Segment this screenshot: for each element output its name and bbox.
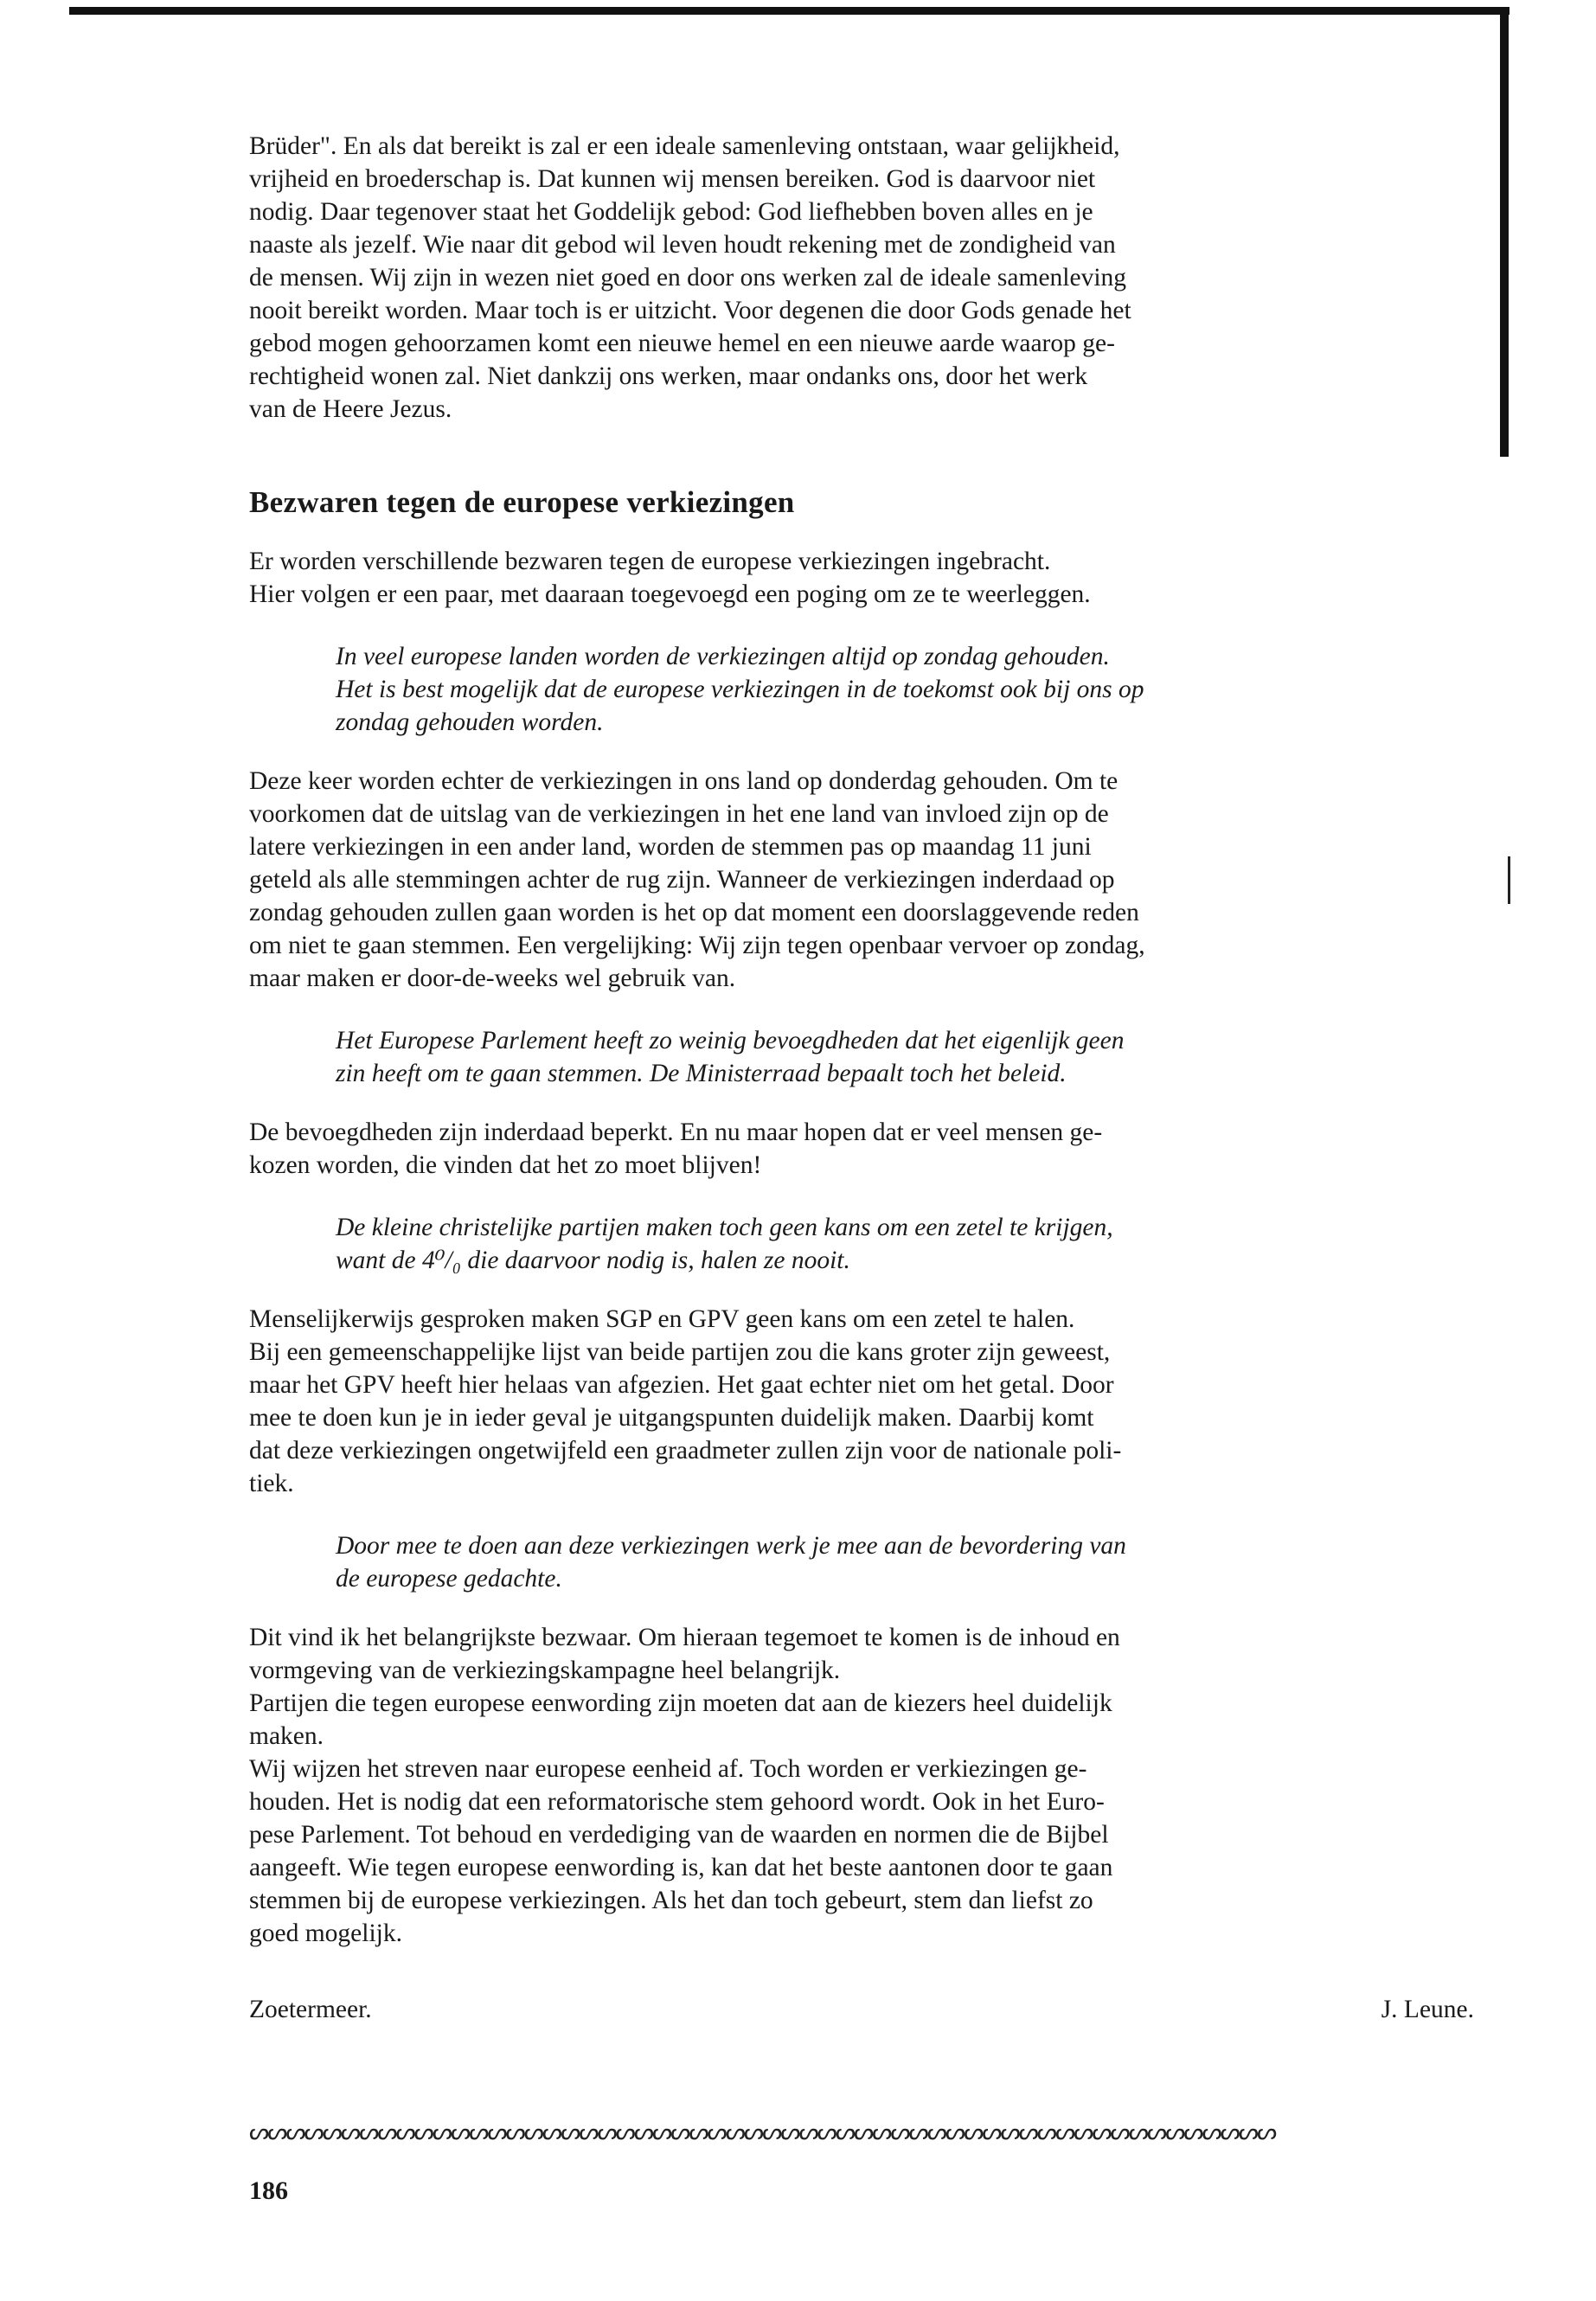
signoff-place: Zoetermeer. bbox=[249, 1996, 372, 2023]
text-line: Deze keer worden echter de verkiezingen in ons land op donderdag gehouden. Om te bbox=[249, 767, 1118, 795]
text-line: goed mogelijk. bbox=[249, 1920, 402, 1947]
objection-quote bbox=[336, 640, 1474, 739]
reply-paragraph bbox=[249, 1621, 1474, 1950]
text-line: rechtigheid wonen zal. Niet dankzij ons werken, maar ondanks ons, door het werk bbox=[249, 362, 1088, 390]
text-line: de europese gedachte. bbox=[336, 1565, 562, 1593]
text-line: aangeeft. Wie tegen europese eenwording is, kan dat het beste aantonen door te gaan bbox=[249, 1854, 1113, 1881]
text-line: naaste als jezelf. Wie naar dit gebod wil leven houdt rekening met de zondigheid van bbox=[249, 231, 1116, 259]
text-line: gebod mogen gehoorzamen komt een nieuwe hemel en een nieuwe aarde waarop ge- bbox=[249, 330, 1115, 357]
reply-paragraph bbox=[249, 1116, 1474, 1182]
reply-paragraph bbox=[249, 1303, 1474, 1500]
text-line: voorkomen dat de uitslag van de verkiezingen in het ene land van invloed zijn op de bbox=[249, 800, 1109, 828]
text-line: nodig. Daar tegenover staat het Goddelijk gebod: God liefhebben boven alles en je bbox=[249, 198, 1093, 226]
text-line: nooit bereikt worden. Maar toch is er uitzicht. Voor degenen die door Gods genade het bbox=[249, 297, 1131, 324]
text-line: om niet te gaan stemmen. Een vergelijking: Wij zijn tegen openbaar vervoer op zondag, bbox=[249, 932, 1145, 959]
text-line: Hier volgen er een paar, met daaraan toegevoegd een poging om ze te weerleggen. bbox=[249, 580, 1091, 608]
text-line: Dit vind ik het belangrijkste bezwaar. Om hieraan tegemoet te komen is de inhoud en bbox=[249, 1624, 1120, 1651]
section-heading: Bezwaren tegen de europese verkiezingen bbox=[249, 485, 795, 519]
text-line: In veel europese landen worden de verkiezingen altijd op zondag gehouden. bbox=[336, 643, 1110, 670]
top-border-rule bbox=[69, 7, 1509, 15]
text-line: zin heeft om te gaan stemmen. De Ministerraad bepaalt toch het beleid. bbox=[336, 1060, 1067, 1087]
text-line: maar maken er door-de-weeks wel gebruik van. bbox=[249, 965, 736, 992]
text-line: Het is best mogelijk dat de europese verkiezingen in de toekomst ook bij ons op bbox=[336, 676, 1144, 703]
text-line: dat deze verkiezingen ongetwijfeld een graadmeter zullen zijn voor de nationale poli- bbox=[249, 1437, 1122, 1465]
text-line: want de 4⁰/₀ die daarvoor nodig is, halen ze nooit. bbox=[336, 1247, 850, 1274]
text-line: Door mee te doen aan deze verkiezingen werk je mee aan de bevordering van bbox=[336, 1532, 1126, 1560]
text-line: Bij een gemeenschappelijke lijst van beide partijen zou die kans groter zijn geweest, bbox=[249, 1338, 1111, 1366]
intro-paragraph bbox=[249, 130, 1474, 426]
text-line: kozen worden, die vinden dat het zo moet blijven! bbox=[249, 1151, 762, 1179]
text-line: pese Parlement. Tot behoud en verdediging van de waarden en normen die de Bijbel bbox=[249, 1821, 1109, 1849]
text-line: zondag gehouden worden. bbox=[336, 708, 604, 736]
text-line: mee te doen kun je in ieder geval je uitgangspunten duidelijk maken. Daarbij komt bbox=[249, 1404, 1094, 1432]
signoff bbox=[249, 1993, 1474, 2026]
section-intro bbox=[249, 545, 1474, 611]
reply-paragraph bbox=[249, 765, 1474, 995]
text-line: vormgeving van de verkiezingskampagne heel belangrijk. bbox=[249, 1657, 841, 1684]
text-line: stemmen bij de europese verkiezingen. Als het dan toch gebeurt, stem dan liefst zo bbox=[249, 1887, 1093, 1914]
text-line: maken. bbox=[249, 1722, 324, 1750]
text-line: van de Heere Jezus. bbox=[249, 395, 452, 423]
text-line: zondag gehouden zullen gaan worden is het op dat moment een doorslaggevende reden bbox=[249, 899, 1139, 926]
text-line: De bevoegdheden zijn inderdaad beperkt. En nu maar hopen dat er veel mensen ge- bbox=[249, 1118, 1103, 1146]
objection-quote bbox=[336, 1024, 1474, 1090]
text-line: Er worden verschillende bezwaren tegen de europese verkiezingen ingebracht. bbox=[249, 548, 1051, 575]
text-line: Wij wijzen het streven naar europese eenheid af. Toch worden er verkiezingen ge- bbox=[249, 1755, 1087, 1783]
text-line: houden. Het is nodig dat een reformatorische stem gehoord wordt. Ook in het Euro- bbox=[249, 1788, 1105, 1816]
right-border-rule bbox=[1500, 7, 1509, 457]
ornamental-border: ᔕᔕᔕᔕᔕᔕᔕᔕᔕᔕᔕᔕᔕᔕᔕᔕᔕᔕᔕᔕᔕᔕᔕᔕᔕᔕᔕᔕᔕᔕᔕᔕᔕᔕᔕᔕᔕᔕᔕᔕᔕᔕᔕᔕᔕᔕᔕᔕᔕᔕᔕᔕᔕᔕᔕᔕ bbox=[249, 2119, 1276, 2145]
text-line: maar het GPV heeft hier helaas van afgezien. Het gaat echter niet om het getal. Door bbox=[249, 1371, 1114, 1399]
text-line: Menselijkerwijs gesproken maken SGP en GPV geen kans om een zetel te halen. bbox=[249, 1305, 1075, 1333]
margin-mark bbox=[1508, 856, 1510, 904]
text-line: tiek. bbox=[249, 1470, 294, 1497]
text-line: vrijheid en broederschap is. Dat kunnen wij mensen bereiken. God is daarvoor niet bbox=[249, 165, 1096, 193]
text-line: Brüder". En als dat bereikt is zal er een ideale samenleving ontstaan, waar gelijkheid, bbox=[249, 132, 1120, 160]
objection-quote bbox=[336, 1529, 1474, 1595]
page-number: 186 bbox=[249, 2176, 288, 2205]
signoff-author: J. Leune. bbox=[1381, 1996, 1474, 2023]
article-body bbox=[249, 130, 1474, 2026]
text-line: de mensen. Wij zijn in wezen niet goed en door ons werken zal de ideale samenleving bbox=[249, 264, 1127, 292]
text-line: Partijen die tegen europese eenwording zijn moeten dat aan de kiezers heel duidelijk bbox=[249, 1689, 1112, 1717]
objection-quote bbox=[336, 1211, 1474, 1277]
text-line: De kleine christelijke partijen maken toch geen kans om een zetel te krijgen, bbox=[336, 1214, 1113, 1241]
text-line: latere verkiezingen in een ander land, worden de stemmen pas op maandag 11 juni bbox=[249, 833, 1092, 861]
text-line: geteld als alle stemmingen achter de rug zijn. Wanneer de verkiezingen inderdaad op bbox=[249, 866, 1115, 894]
text-line: Het Europese Parlement heeft zo weinig bevoegdheden dat het eigenlijk geen bbox=[336, 1027, 1125, 1054]
